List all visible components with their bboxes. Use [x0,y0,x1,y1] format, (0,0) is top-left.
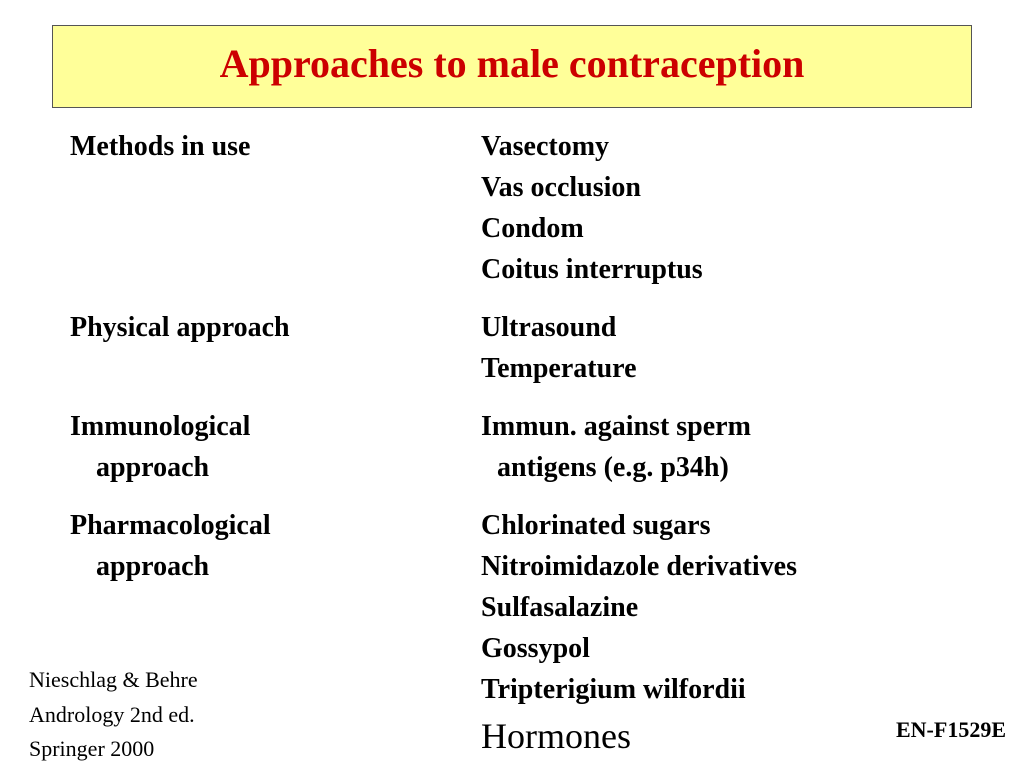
category-immunological-approach: approach [96,452,210,483]
title-box [52,25,972,108]
item-antigens: antigens (e.g. p34h) [497,452,729,483]
item-sulfasalazine: Sulfasalazine [481,592,639,623]
category-immunological: Immunological [70,411,251,442]
citation-publisher: Springer 2000 [29,736,155,761]
item-immun-against-sperm: Immun. against sperm [481,411,751,442]
item-coitus-interruptus: Coitus interruptus [481,254,703,285]
category-pharmacological-approach: approach [96,551,210,582]
item-gossypol: Gossypol [481,633,590,664]
item-vas-occlusion: Vas occlusion [481,172,642,203]
item-temperature: Temperature [481,353,637,384]
item-ultrasound: Ultrasound [481,312,617,343]
document-code: EN-F1529E [896,717,1006,742]
item-hormones: Hormones [481,716,631,756]
slide-title: Approaches to male contraception [219,40,805,86]
item-vasectomy: Vasectomy [481,131,610,162]
category-physical-approach: Physical approach [70,312,290,343]
category-methods-in-use: Methods in use [70,131,251,162]
item-chlorinated-sugars: Chlorinated sugars [481,510,711,541]
category-pharmacological: Pharmacological [70,510,271,541]
citation-book: Andrology 2nd ed. [29,702,195,727]
item-condom: Condom [481,213,584,244]
citation-authors: Nieschlag & Behre [29,667,198,692]
item-nitroimidazole-derivatives: Nitroimidazole derivatives [481,551,797,582]
item-tripterigium-wilfordii: Tripterigium wilfordii [481,674,746,705]
